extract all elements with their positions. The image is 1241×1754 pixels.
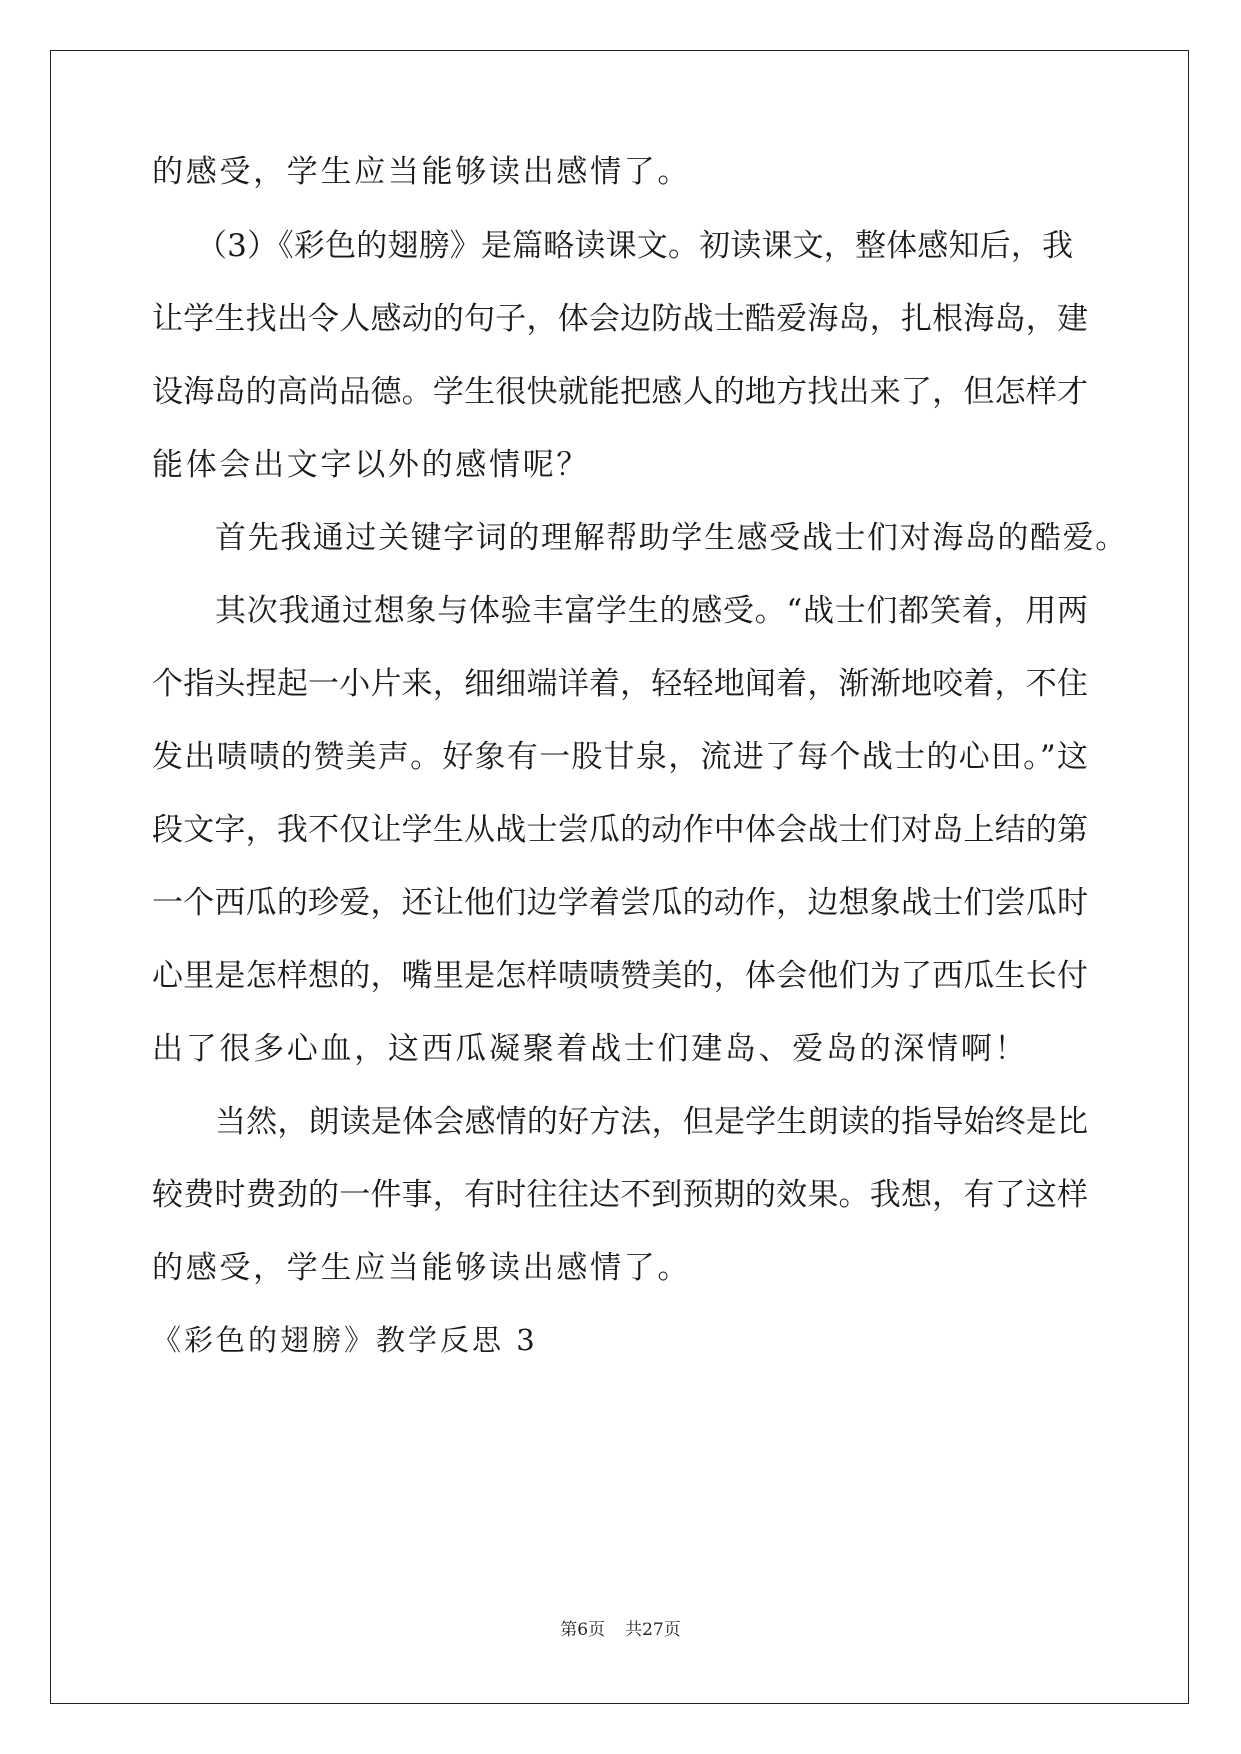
paragraph-line: （3）《彩色的翅膀》是篇略读课文。初读课文，整体感知后，我 [196, 228, 1073, 264]
paragraph-line: 首先我通过关键字词的理解帮助学生感受战士们对海岛的酷爱。 [215, 520, 1128, 556]
paragraph-line: 能体会出文字以外的感情呢？ [152, 447, 591, 483]
paragraph-line: 让学生找出令人感动的句子，体会边防战士酷爱海岛，扎根海岛，建 [152, 301, 1088, 337]
paragraph-line: 当然，朗读是体会感情的好方法，但是学生朗读的指导始终是比 [215, 1104, 1088, 1140]
paragraph-line: 较费时费劲的一件事，有时往往达不到预期的效果。我想，有了这样 [152, 1177, 1088, 1213]
paragraph-line: 段文字，我不仅让学生从战士尝瓜的动作中体会战士们对岛上结的第 [152, 812, 1088, 848]
paragraph-line: 的感受，学生应当能够读出感情了。 [152, 1250, 692, 1286]
paragraph-line: 心里是怎样想的，嘴里是怎样啧啧赞美的，体会他们为了西瓜生长付 [152, 958, 1088, 994]
paragraph-line: 个指头捏起一小片来，细细端详着，轻轻地闻着，渐渐地咬着，不住 [152, 666, 1088, 702]
paragraph-line: 其次我通过想象与体验丰富学生的感受。“战士们都笑着，用两 [215, 593, 1088, 629]
paragraph-line: 设海岛的高尚品德。学生很快就能把感人的地方找出来了，但怎样才 [152, 374, 1088, 410]
paragraph-line: 出了很多心血，这西瓜凝聚着战士们建岛、爱岛的深情啊！ [152, 1031, 1029, 1067]
page-number: 第6页 [560, 1620, 606, 1640]
page-total: 共27页 [625, 1620, 681, 1640]
paragraph-line: 一个西瓜的珍爱，还让他们边学着尝瓜的动作，边想象战士们尝瓜时 [152, 885, 1088, 921]
section-heading: 《彩色的翅膀》教学反思 3 [152, 1323, 538, 1357]
paragraph-line: 的感受，学生应当能够读出感情了。 [152, 154, 692, 190]
page-footer [0, 1618, 1241, 1642]
paragraph-line: 发出啧啧的赞美声。好象有一股甘泉，流进了每个战士的心田。”这 [152, 739, 1088, 775]
